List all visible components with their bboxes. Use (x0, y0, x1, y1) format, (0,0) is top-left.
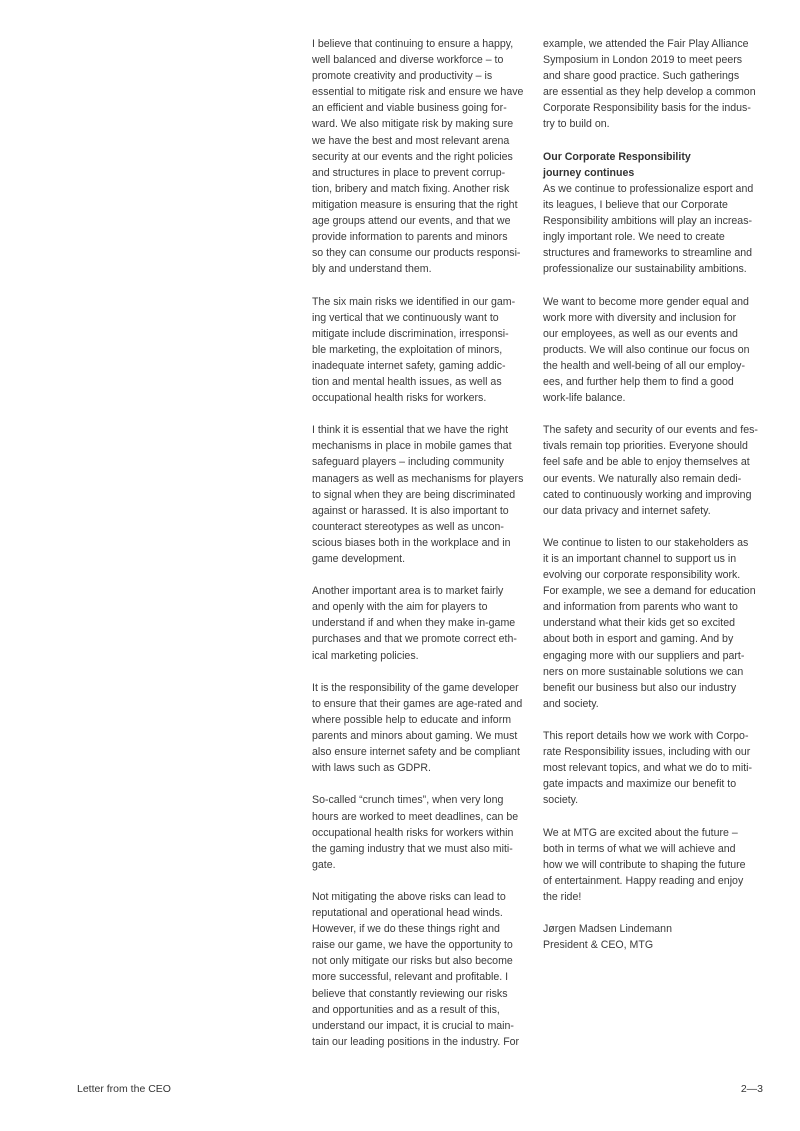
text-line: Jørgen Madsen Lindemann (543, 923, 672, 936)
text-line: try to build on. (543, 118, 610, 131)
text-line: counteract stereotypes as well as uncon- (312, 520, 504, 533)
text-line: mitigation measure is ensuring that the right (312, 198, 518, 211)
text-line: We at MTG are excited about the future – (543, 826, 738, 839)
text-line: example, we attended the Fair Play Alliance (543, 38, 749, 50)
text-line: I think it is essential that we have the right (312, 424, 509, 437)
text-line: occupational health risks for workers within (312, 826, 514, 839)
text-line: safeguard players – including community (312, 456, 504, 469)
paragraph (543, 535, 768, 712)
text-line: occupational health risks for workers. (312, 392, 487, 405)
text-line: evolving our corporate responsibility work. (543, 569, 741, 582)
text-line: and structures in place to prevent corrup- (312, 166, 506, 179)
text-line: how we will contribute to shaping the future (543, 858, 746, 871)
text-line: it is an important channel to support us in (543, 553, 737, 565)
text-line: mitigate include discrimination, irresponsi- (312, 327, 509, 340)
text-line: age groups attend our events, and that we (312, 215, 511, 228)
footer-section-title: Letter from the CEO (77, 1083, 171, 1095)
text-line: professionalize our sustainability ambitions. (543, 263, 747, 276)
text-line: engaging more with our suppliers and part- (543, 649, 745, 662)
text-line: bly and understand them. (312, 263, 432, 276)
text-line: provide information to parents and minors (312, 231, 508, 244)
text-line: most relevant topics, and what we do to miti- (543, 762, 753, 775)
paragraph (312, 889, 532, 1050)
paragraph (543, 181, 768, 278)
paragraph (312, 294, 532, 407)
text-line: As we continue to professionalize esport and (543, 182, 754, 195)
text-line: understand our impact, it is crucial to main- (312, 1019, 514, 1032)
paragraph (543, 422, 768, 519)
paragraph (543, 728, 768, 808)
text-line: more successful, relevant and profitable. I (312, 971, 509, 984)
text-line: an efficient and viable business going for- (312, 102, 507, 115)
text-line: ees, and further help them to find a good (543, 375, 734, 388)
text-line: mechanisms in place in mobile games that (312, 440, 512, 453)
text-line: Another important area is to market fairly (312, 585, 504, 598)
footer-page-numbers: 2—3 (740, 1083, 763, 1095)
text-line: and share good practice. Such gatherings (543, 70, 740, 83)
text-line: the health and well-being of all our employ- (543, 359, 745, 372)
paragraph (543, 825, 768, 905)
text-line: So-called “crunch times”, when very long (312, 794, 504, 807)
text-line: ble marketing, the exploitation of minors, (312, 343, 503, 356)
text-line: rate Responsibility issues, including with our (543, 746, 751, 759)
text-line: tion and mental health issues, as well as (312, 375, 502, 388)
text-line: so they can consume our products responsi- (312, 247, 521, 260)
paragraph (312, 680, 532, 777)
letter-column-right (543, 36, 768, 969)
text-line: work-life balance. (543, 392, 626, 405)
section-heading (543, 149, 768, 181)
text-line: gate impacts and maximize our benefit to (543, 778, 737, 791)
text-line: purchases and that we promote correct eth- (312, 633, 517, 646)
text-line: The safety and security of our events and fes- (543, 424, 758, 437)
text-line: to ensure that their games are age-rated and (312, 697, 523, 710)
text-line: and openly with the aim for players to (312, 601, 488, 614)
text-line: ical marketing policies. (312, 649, 419, 662)
text-line: Corporate Responsibility basis for the indus- (543, 102, 751, 115)
text-line: ing vertical that we continuously want to (312, 311, 499, 324)
text-line: the ride! (543, 890, 582, 903)
text-line: managers as well as mechanisms for players (312, 472, 524, 485)
text-line: products. We will also continue our focus on (543, 343, 750, 356)
text-line: both in terms of what we will achieve and (543, 842, 736, 855)
text-line: benefit our business but also our industry (543, 681, 737, 694)
text-line: and information from parents who want to (543, 601, 738, 614)
text-line: understand what their kids get so excited (543, 617, 735, 630)
text-line: believe that constantly reviewing our risks (312, 987, 508, 1000)
text-line: promote creativity and productivity – is (312, 70, 493, 83)
text-line: The six main risks we identified in our gam- (312, 295, 516, 308)
text-line: feel safe and be able to enjoy themselves at (543, 456, 750, 469)
text-line: For example, we see a demand for education (543, 585, 756, 598)
text-line: Our Corporate Responsibility (543, 150, 691, 163)
text-line: President & CEO, MTG (543, 939, 654, 952)
text-line: We continue to listen to our stakeholders as (543, 536, 749, 549)
text-line: However, if we do these things right and (312, 923, 500, 936)
text-line: parents and minors about gaming. We must (312, 730, 518, 743)
text-line: and society. (543, 697, 599, 710)
text-line: reputational and operational head winds. (312, 907, 503, 920)
text-line: Responsibility ambitions will play an increas- (543, 215, 753, 228)
text-line: our employees, as well as our events and (543, 327, 738, 340)
letter-column-left (312, 36, 532, 1066)
text-line: hours are worked to meet deadlines, can be (312, 810, 519, 823)
text-line: tivals remain top priorities. Everyone should (543, 440, 748, 453)
text-line: about both in esport and gaming. And by (543, 633, 734, 646)
text-line: tion, bribery and match fixing. Another risk (312, 182, 510, 195)
text-line: game development. (312, 553, 406, 565)
text-line: we have the best and most relevant arena (312, 134, 510, 147)
text-line: raise our game, we have the opportunity to (312, 939, 513, 952)
text-line: I believe that continuing to ensure a happy, (312, 38, 514, 50)
text-line: also ensure internet safety and be compliant (312, 746, 520, 759)
text-line: security at our events and the right policies (312, 150, 513, 163)
text-line: where possible help to educate and inform (312, 713, 512, 726)
text-line: work more with diversity and inclusion for (543, 311, 737, 324)
text-line: essential to mitigate risk and ensure we have (312, 86, 524, 99)
text-line: and opportunities and as a result of this, (312, 1003, 500, 1016)
text-line: tain our leading positions in the industry. For (312, 1035, 520, 1048)
text-line: ners on more sustainable solutions we can (543, 665, 744, 678)
paragraph (543, 36, 768, 133)
text-line: Not mitigating the above risks can lead to (312, 890, 506, 903)
text-line: not only mitigate our risks but also become (312, 955, 513, 968)
paragraph (312, 36, 532, 277)
text-line: its leagues, I believe that our Corporate (543, 198, 728, 211)
text-line: We want to become more gender equal and (543, 295, 749, 308)
text-line: cated to continuously working and improving (543, 488, 752, 501)
text-line: journey continues (543, 166, 635, 179)
paragraph (312, 792, 532, 872)
text-line: to signal when they are being discriminated (312, 488, 516, 501)
paragraph (543, 921, 768, 953)
text-line: understand if and when they make in-game (312, 617, 516, 630)
text-line: Symposium in London 2019 to meet peers (543, 54, 743, 67)
text-line: the gaming industry that we must also miti- (312, 842, 513, 855)
text-line: inadequate internet safety, gaming addic- (312, 359, 506, 372)
text-line: ingly important role. We need to create (543, 231, 725, 244)
text-line: scious biases both in the workplace and in (312, 536, 511, 549)
text-line: society. (543, 794, 579, 807)
paragraph (312, 583, 532, 663)
text-line: It is the responsibility of the game developer (312, 681, 519, 694)
text-line: with laws such as GDPR. (312, 762, 431, 775)
text-line: of entertainment. Happy reading and enjoy (543, 874, 744, 887)
paragraph (312, 422, 532, 567)
text-line: our data privacy and internet safety. (543, 504, 711, 517)
text-line: against or harassed. It is also important to (312, 504, 509, 517)
text-line: well balanced and diverse workforce – to (312, 54, 504, 67)
text-line: structures and frameworks to streamline and (543, 247, 753, 260)
text-line: This report details how we work with Corpo- (543, 730, 749, 743)
paragraph (543, 294, 768, 407)
text-line: our events. We naturally also remain dedi- (543, 472, 742, 485)
text-line: ward. We also mitigate risk by making sure (312, 118, 514, 131)
text-line: are essential as they help develop a common (543, 86, 756, 99)
text-line: gate. (312, 858, 336, 871)
